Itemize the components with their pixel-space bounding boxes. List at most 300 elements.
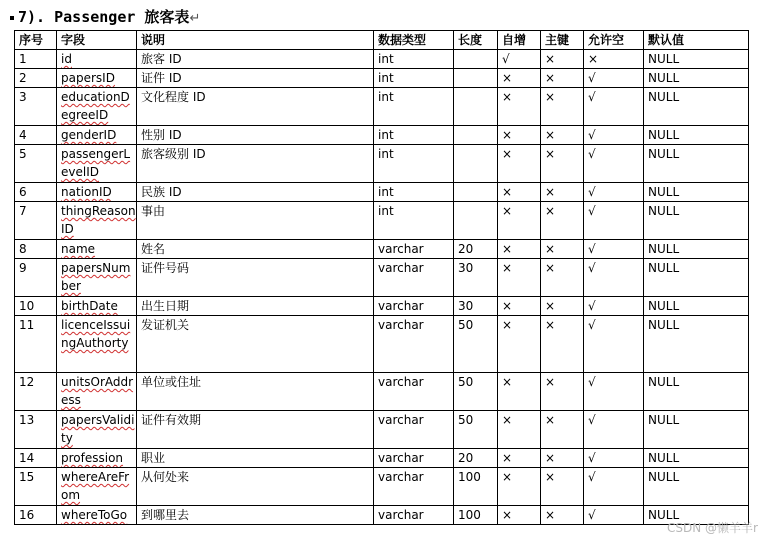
cell-text: √ — [588, 242, 596, 256]
cell-data-type — [374, 373, 454, 411]
cell-text: 发证机关 — [141, 318, 190, 332]
cell-index — [15, 202, 57, 240]
column-header-description: 说明 — [137, 31, 374, 50]
cell-text: varchar — [378, 451, 424, 465]
cell-default-value — [644, 259, 749, 297]
cell-data-type — [374, 202, 454, 240]
cell-text: 15 — [19, 470, 35, 484]
cell-text: 20 — [458, 242, 474, 256]
table-row — [15, 259, 749, 297]
cell-default-value — [644, 183, 749, 202]
cell-default-value — [644, 373, 749, 411]
cell-text: √ — [588, 90, 596, 104]
cell-text: √ — [588, 508, 596, 522]
cell-primary-key — [541, 297, 584, 316]
cell-primary-key — [541, 50, 584, 69]
cell-nullable — [584, 449, 644, 468]
cell-text: √ — [588, 147, 596, 161]
cell-text: × — [545, 375, 556, 389]
cell-primary-key — [541, 316, 584, 373]
cell-auto-increment — [498, 183, 541, 202]
cell-auto-increment — [498, 202, 541, 240]
cell-description — [137, 145, 374, 183]
cell-default-value — [644, 449, 749, 468]
cell-text: × — [545, 508, 556, 522]
table-row — [15, 69, 749, 88]
cell-nullable — [584, 297, 644, 316]
cell-text: 证件号码 — [141, 261, 190, 275]
cell-text: × — [545, 71, 556, 85]
cell-text: NULL — [648, 128, 680, 142]
cell-text: papersNumber — [61, 261, 131, 293]
table-row — [15, 50, 749, 69]
column-header-length: 长度 — [454, 31, 498, 50]
cell-text: passengerLevelID — [61, 147, 131, 179]
cell-description — [137, 506, 374, 525]
cell-nullable — [584, 50, 644, 69]
cell-text: × — [502, 147, 513, 161]
cell-index — [15, 145, 57, 183]
cell-text: × — [545, 204, 556, 218]
table-title: Passenger 旅客表 — [54, 8, 190, 26]
cell-field — [57, 240, 137, 259]
column-header-auto-increment: 自增 — [498, 31, 541, 50]
cell-text: NULL — [648, 413, 680, 427]
cell-default-value — [644, 126, 749, 145]
cell-text: × — [502, 128, 513, 142]
cell-default-value — [644, 411, 749, 449]
cell-nullable — [584, 373, 644, 411]
column-header-field: 字段 — [57, 31, 137, 50]
cell-text: 50 — [458, 413, 474, 427]
cell-data-type — [374, 411, 454, 449]
cell-text: int — [378, 185, 394, 199]
cell-text: NULL — [648, 204, 680, 218]
cell-text: NULL — [648, 451, 680, 465]
cell-text: 1 — [19, 52, 27, 66]
cell-text: NULL — [648, 261, 680, 275]
cell-text: 3 — [19, 90, 27, 104]
cell-text: int — [378, 90, 394, 104]
cell-text: int — [378, 71, 394, 85]
cell-description — [137, 468, 374, 506]
cell-nullable — [584, 259, 644, 297]
section-number: 7). — [18, 8, 46, 26]
cell-nullable — [584, 126, 644, 145]
cell-primary-key — [541, 506, 584, 525]
cell-text: × — [502, 71, 513, 85]
cell-index — [15, 183, 57, 202]
cell-auto-increment — [498, 240, 541, 259]
cell-primary-key — [541, 88, 584, 126]
cell-text: varchar — [378, 470, 424, 484]
table-row — [15, 449, 749, 468]
cell-auto-increment — [498, 88, 541, 126]
cell-data-type — [374, 297, 454, 316]
cell-text: varchar — [378, 375, 424, 389]
cell-text: × — [545, 261, 556, 275]
cell-length — [454, 468, 498, 506]
cell-text: 13 — [19, 413, 35, 427]
cell-text: 100 — [458, 508, 481, 522]
cell-text: varchar — [378, 318, 424, 332]
cell-default-value — [644, 316, 749, 373]
cell-text: varchar — [378, 508, 424, 522]
cell-text: varchar — [378, 261, 424, 275]
cell-text: NULL — [648, 508, 680, 522]
cell-field — [57, 373, 137, 411]
cell-text: √ — [588, 204, 596, 218]
cell-primary-key — [541, 259, 584, 297]
cell-description — [137, 411, 374, 449]
cell-field — [57, 126, 137, 145]
cell-index — [15, 126, 57, 145]
cell-text: 姓名 — [141, 242, 166, 256]
cell-nullable — [584, 506, 644, 525]
cell-text: NULL — [648, 147, 680, 161]
table-row — [15, 373, 749, 411]
cell-text: 2 — [19, 71, 27, 85]
cell-nullable — [584, 69, 644, 88]
cell-text: NULL — [648, 318, 680, 332]
cell-length — [454, 411, 498, 449]
cell-primary-key — [541, 468, 584, 506]
cell-text: 30 — [458, 261, 474, 275]
cell-auto-increment — [498, 126, 541, 145]
cell-auto-increment — [498, 373, 541, 411]
cell-text: NULL — [648, 242, 680, 256]
cell-text: × — [545, 128, 556, 142]
cell-length — [454, 240, 498, 259]
table-header-row — [15, 31, 749, 50]
cell-length — [454, 316, 498, 373]
cell-text: 从何处来 — [141, 470, 190, 484]
cell-text: × — [545, 470, 556, 484]
table-row — [15, 506, 749, 525]
cell-length — [454, 50, 498, 69]
cell-text: × — [588, 52, 599, 66]
cell-nullable — [584, 468, 644, 506]
cell-text: √ — [588, 375, 596, 389]
cell-data-type — [374, 145, 454, 183]
cell-text: × — [502, 470, 513, 484]
cell-data-type — [374, 259, 454, 297]
cell-text: 100 — [458, 470, 481, 484]
cell-text: licenceIssuingAuthorty — [61, 318, 131, 350]
cell-text: × — [502, 242, 513, 256]
cell-text: NULL — [648, 52, 680, 66]
cell-text: √ — [502, 52, 510, 66]
cell-text: × — [545, 413, 556, 427]
cell-text: NULL — [648, 299, 680, 313]
cell-description — [137, 449, 374, 468]
cell-primary-key — [541, 183, 584, 202]
cell-default-value — [644, 202, 749, 240]
cell-length — [454, 373, 498, 411]
cell-data-type — [374, 50, 454, 69]
cell-primary-key — [541, 126, 584, 145]
cell-text: int — [378, 204, 394, 218]
cell-text: varchar — [378, 242, 424, 256]
cell-field — [57, 259, 137, 297]
table-row — [15, 316, 749, 373]
column-header-data-type: 数据类型 — [374, 31, 454, 50]
cell-text: √ — [588, 261, 596, 275]
cell-data-type — [374, 88, 454, 126]
cell-text: × — [502, 204, 513, 218]
section-heading — [10, 6, 200, 28]
cell-text: × — [545, 242, 556, 256]
cell-index — [15, 506, 57, 525]
cell-text: whereAreFrom — [61, 470, 130, 502]
cell-text: thingReasonID — [61, 204, 136, 236]
cell-text: 民族 ID — [141, 185, 182, 199]
cell-text: × — [502, 508, 513, 522]
cell-text: id — [61, 52, 72, 66]
cell-index — [15, 411, 57, 449]
cell-text: unitsOrAddress — [61, 375, 134, 407]
cell-length — [454, 259, 498, 297]
cell-length — [454, 88, 498, 126]
cell-field — [57, 50, 137, 69]
cell-length — [454, 126, 498, 145]
cell-auto-increment — [498, 411, 541, 449]
cell-index — [15, 50, 57, 69]
cell-primary-key — [541, 411, 584, 449]
cell-default-value — [644, 145, 749, 183]
cell-length — [454, 69, 498, 88]
cell-text: papersValidity — [61, 413, 135, 445]
cell-text: 7 — [19, 204, 27, 218]
table-row — [15, 126, 749, 145]
cell-text: 5 — [19, 147, 27, 161]
cell-nullable — [584, 240, 644, 259]
cell-auto-increment — [498, 297, 541, 316]
cell-description — [137, 373, 374, 411]
cell-text: 证件 ID — [141, 71, 182, 85]
cell-text: 30 — [458, 299, 474, 313]
cell-auto-increment — [498, 259, 541, 297]
cell-field — [57, 202, 137, 240]
cell-text: 文化程度 ID — [141, 90, 206, 104]
cell-index — [15, 373, 57, 411]
cell-data-type — [374, 468, 454, 506]
cell-primary-key — [541, 373, 584, 411]
cell-description — [137, 259, 374, 297]
cell-description — [137, 202, 374, 240]
cell-text: 11 — [19, 318, 35, 332]
cell-text: × — [545, 185, 556, 199]
cell-text: 6 — [19, 185, 27, 199]
cell-default-value — [644, 50, 749, 69]
table-row — [15, 411, 749, 449]
cell-primary-key — [541, 145, 584, 183]
cell-text: √ — [588, 71, 596, 85]
cell-nullable — [584, 316, 644, 373]
cell-description — [137, 240, 374, 259]
cell-text: NULL — [648, 90, 680, 104]
cell-text: NULL — [648, 71, 680, 85]
cell-auto-increment — [498, 506, 541, 525]
cell-data-type — [374, 316, 454, 373]
cell-primary-key — [541, 449, 584, 468]
cell-text: birthDate — [61, 299, 118, 313]
table-row — [15, 468, 749, 506]
cell-text: × — [502, 413, 513, 427]
cell-field — [57, 468, 137, 506]
cell-text: varchar — [378, 413, 424, 427]
cell-primary-key — [541, 240, 584, 259]
cell-text: 50 — [458, 375, 474, 389]
cell-default-value — [644, 240, 749, 259]
cell-field — [57, 297, 137, 316]
cell-length — [454, 145, 498, 183]
paragraph-mark-icon: ↵ — [189, 11, 201, 26]
cell-text: 8 — [19, 242, 27, 256]
cell-text: 20 — [458, 451, 474, 465]
cell-index — [15, 316, 57, 373]
cell-nullable — [584, 145, 644, 183]
cell-data-type — [374, 240, 454, 259]
passenger-schema-table — [14, 30, 749, 525]
cell-field — [57, 506, 137, 525]
cell-length — [454, 449, 498, 468]
cell-text: × — [502, 318, 513, 332]
cell-text: 12 — [19, 375, 35, 389]
cell-text: varchar — [378, 299, 424, 313]
cell-text: 旅客 ID — [141, 52, 182, 66]
cell-auto-increment — [498, 316, 541, 373]
cell-text: √ — [588, 413, 596, 427]
cell-text: × — [502, 299, 513, 313]
cell-text: 9 — [19, 261, 27, 275]
cell-index — [15, 240, 57, 259]
cell-length — [454, 202, 498, 240]
table-row — [15, 145, 749, 183]
table-row — [15, 88, 749, 126]
table-row — [15, 240, 749, 259]
cell-field — [57, 88, 137, 126]
cell-data-type — [374, 183, 454, 202]
cell-index — [15, 468, 57, 506]
cell-text: 出生日期 — [141, 299, 190, 313]
cell-text: × — [502, 90, 513, 104]
cell-description — [137, 183, 374, 202]
cell-default-value — [644, 69, 749, 88]
cell-text: 单位或住址 — [141, 375, 202, 389]
watermark: CSDN @懒羊羊r — [667, 521, 758, 535]
cell-text: 14 — [19, 451, 35, 465]
cell-data-type — [374, 126, 454, 145]
cell-text: × — [545, 90, 556, 104]
cell-text: NULL — [648, 470, 680, 484]
cell-text: 事由 — [141, 204, 166, 218]
cell-text: × — [502, 375, 513, 389]
cell-text: int — [378, 147, 394, 161]
cell-text: NULL — [648, 375, 680, 389]
cell-text: 旅客级别 ID — [141, 147, 206, 161]
cell-text: 到哪里去 — [141, 508, 190, 522]
cell-text: × — [502, 261, 513, 275]
cell-data-type — [374, 449, 454, 468]
table-row — [15, 202, 749, 240]
cell-nullable — [584, 183, 644, 202]
cell-text: × — [545, 451, 556, 465]
cell-text: whereToGo — [61, 508, 128, 522]
cell-length — [454, 297, 498, 316]
cell-text: × — [545, 299, 556, 313]
column-header-default-value: 默认值 — [644, 31, 749, 50]
column-header-primary-key: 主键 — [541, 31, 584, 50]
cell-index — [15, 449, 57, 468]
table-row — [15, 183, 749, 202]
cell-text: genderID — [61, 128, 117, 142]
cell-index — [15, 259, 57, 297]
cell-length — [454, 506, 498, 525]
cell-text: × — [502, 185, 513, 199]
cell-text: × — [545, 318, 556, 332]
table-body — [15, 50, 749, 525]
cell-auto-increment — [498, 468, 541, 506]
cell-auto-increment — [498, 449, 541, 468]
bullet-icon — [10, 16, 14, 20]
cell-description — [137, 88, 374, 126]
cell-nullable — [584, 202, 644, 240]
cell-data-type — [374, 506, 454, 525]
cell-text: 50 — [458, 318, 474, 332]
cell-text: name — [61, 242, 96, 256]
cell-field — [57, 183, 137, 202]
cell-primary-key — [541, 69, 584, 88]
cell-text: 10 — [19, 299, 35, 313]
cell-nullable — [584, 411, 644, 449]
cell-description — [137, 126, 374, 145]
cell-index — [15, 88, 57, 126]
cell-text: 证件有效期 — [141, 413, 202, 427]
cell-default-value — [644, 88, 749, 126]
cell-text: int — [378, 52, 394, 66]
cell-description — [137, 316, 374, 373]
cell-text: √ — [588, 299, 596, 313]
cell-description — [137, 50, 374, 69]
cell-text: papersID — [61, 71, 115, 85]
cell-nullable — [584, 88, 644, 126]
cell-text: 性别 ID — [141, 128, 182, 142]
cell-description — [137, 69, 374, 88]
cell-text: educationDegreeID — [61, 90, 130, 122]
cell-text: 职业 — [141, 451, 166, 465]
cell-auto-increment — [498, 69, 541, 88]
cell-field — [57, 145, 137, 183]
cell-text: √ — [588, 318, 596, 332]
column-header-index: 序号 — [15, 31, 57, 50]
table-row — [15, 297, 749, 316]
cell-field — [57, 449, 137, 468]
cell-index — [15, 69, 57, 88]
cell-text: × — [545, 147, 556, 161]
cell-description — [137, 297, 374, 316]
cell-text: 16 — [19, 508, 35, 522]
cell-default-value — [644, 297, 749, 316]
cell-text: √ — [588, 470, 596, 484]
cell-text: × — [545, 52, 556, 66]
cell-text: √ — [588, 128, 596, 142]
cell-data-type — [374, 69, 454, 88]
cell-primary-key — [541, 202, 584, 240]
cell-text: nationID — [61, 185, 112, 199]
cell-field — [57, 316, 137, 373]
column-header-nullable: 允许空 — [584, 31, 644, 50]
